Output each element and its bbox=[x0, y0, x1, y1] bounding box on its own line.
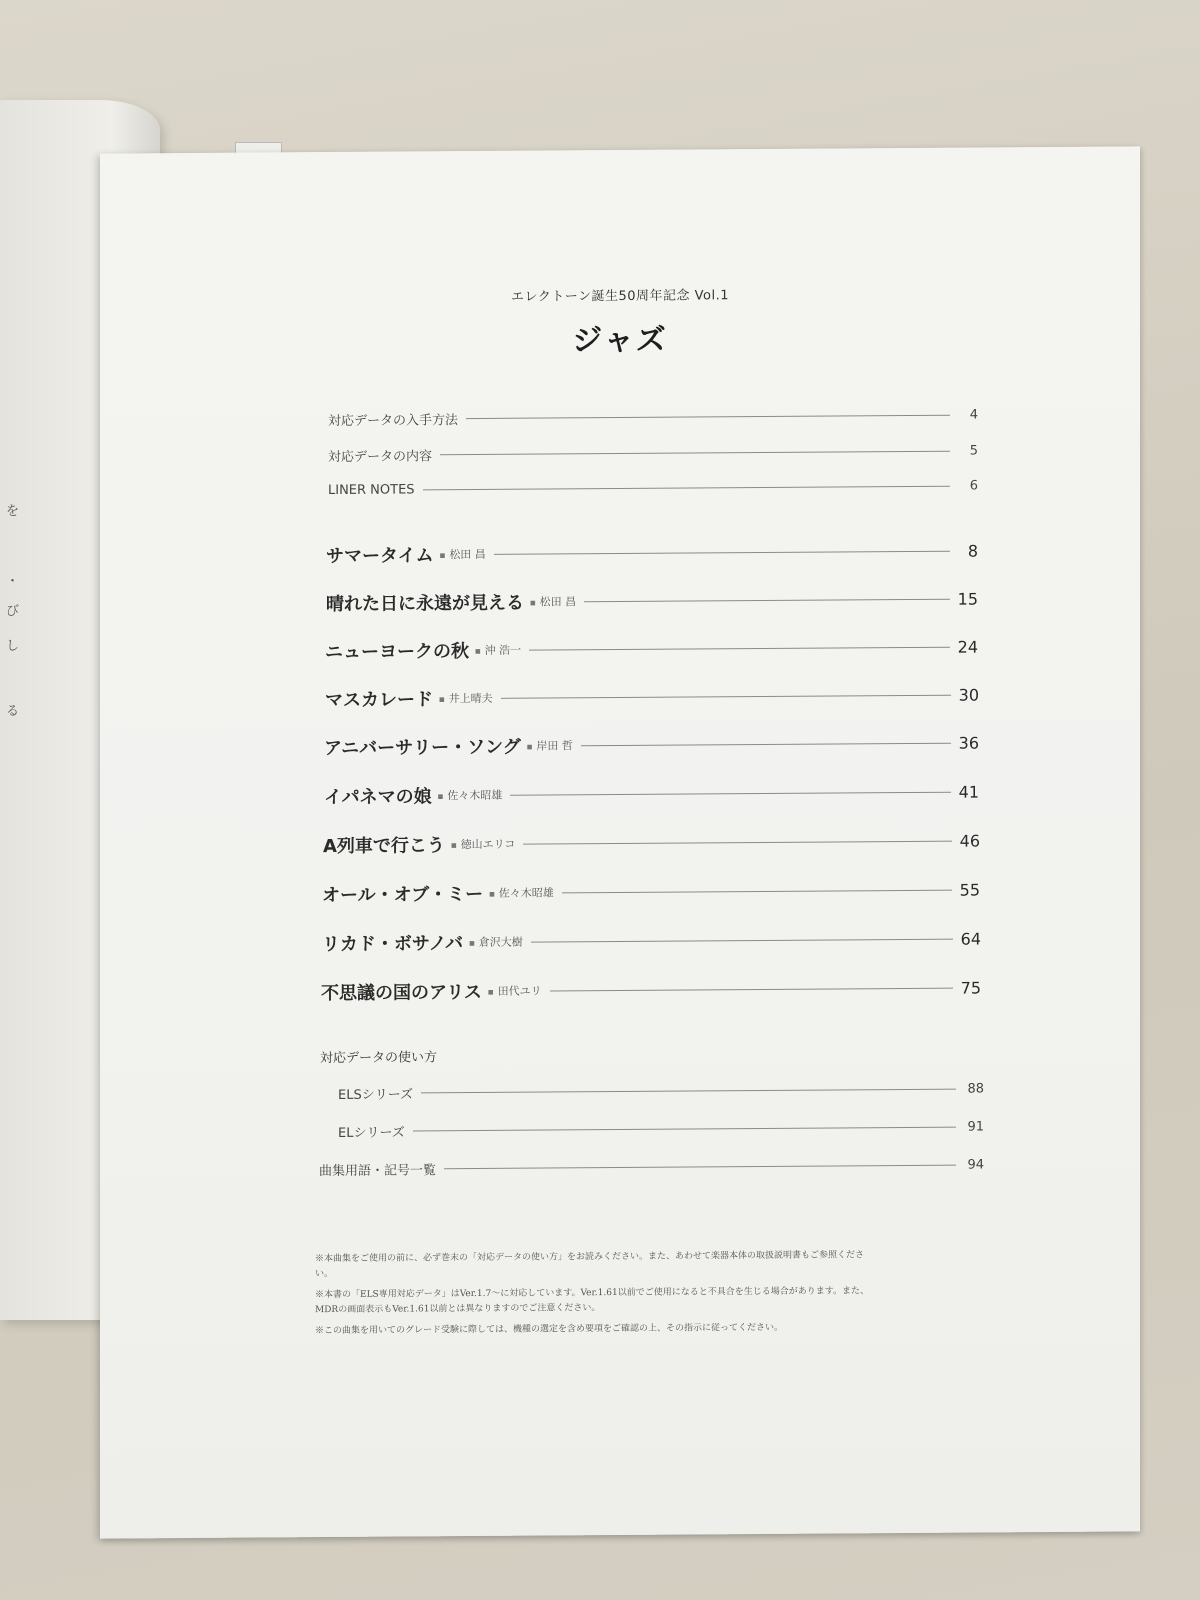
footnote: ※本曲集をご使用の前に、必ず巻末の「対応データの使い方」をお読みください。また、あわせて楽器本体の取扱説明書もご参照ください。 bbox=[315, 1250, 865, 1280]
leader-line bbox=[494, 550, 950, 554]
toc-page-number: 15 bbox=[957, 589, 978, 609]
toc-entry-glossary bbox=[319, 1155, 984, 1179]
leader-line bbox=[501, 694, 951, 698]
left-page-text: し bbox=[6, 639, 20, 654]
toc-entry-song bbox=[321, 974, 981, 1005]
toc-page-number: 88 bbox=[967, 1081, 984, 1097]
page-title: ジャズ bbox=[572, 322, 668, 359]
contents-page bbox=[100, 146, 1140, 1538]
toc-entry-label: ELSシリーズ bbox=[338, 1087, 414, 1103]
song-title: アニバーサリー・ソング bbox=[324, 736, 521, 760]
toc-entry-song bbox=[326, 538, 978, 569]
footnote: ※本書の「ELS専用対応データ」はVer.1.7〜に対応しています。Ver.1.61以前でご使用になると不具合を生じる場合があります。また、MDRの画面表示もVer.1.61以前とは異なりますのでご注意ください。 bbox=[315, 1286, 869, 1316]
leader-line bbox=[423, 486, 950, 491]
toc-entry-song bbox=[325, 634, 978, 665]
footnotes bbox=[315, 1248, 875, 1345]
toc-entry-song bbox=[326, 586, 978, 617]
usage-section-heading: 対応データの使い方 bbox=[320, 1050, 438, 1067]
leader-line bbox=[529, 646, 949, 650]
footnote: ※この曲集を用いてのグレード受験に際しては、機種の選定を含め要項をご確認の上、その指示に従ってください。 bbox=[315, 1322, 784, 1337]
toc-entry-label: 曲集用語・記号一覧 bbox=[319, 1163, 437, 1180]
song-title: A列車で行こう bbox=[323, 835, 445, 858]
leader-line bbox=[440, 451, 950, 456]
toc-page-number: 36 bbox=[958, 732, 979, 753]
song-arranger: ■ 佐々木昭雄 bbox=[489, 884, 554, 900]
toc-entry-label: 対応データの内容 bbox=[328, 449, 433, 466]
toc-page-number: 8 bbox=[967, 541, 978, 561]
left-page-text: び bbox=[6, 604, 20, 619]
leader-line bbox=[581, 742, 951, 746]
song-title: サマータイム bbox=[326, 545, 434, 568]
leader-line bbox=[510, 791, 950, 795]
toc-page-number: 55 bbox=[959, 879, 980, 900]
toc-page-number: 30 bbox=[958, 684, 979, 705]
song-arranger: ■ 倉沢大樹 bbox=[469, 934, 523, 950]
left-page-text: を bbox=[6, 504, 20, 519]
song-arranger: ■ 松田 昌 bbox=[440, 546, 486, 562]
toc-entry-usage bbox=[338, 1117, 984, 1141]
toc-entry-song bbox=[323, 827, 980, 858]
song-title: リカド・ボサノバ bbox=[322, 933, 464, 956]
song-title: ニューヨークの秋 bbox=[325, 641, 469, 664]
leader-line bbox=[421, 1089, 956, 1094]
toc-page-number: 41 bbox=[958, 781, 979, 802]
song-arranger: ■ 田代ユリ bbox=[488, 983, 542, 999]
toc-entry-intro bbox=[328, 406, 978, 430]
song-arranger: ■ 井上晴夫 bbox=[439, 690, 493, 706]
toc-page-number: 75 bbox=[960, 977, 981, 998]
toc-entry-song bbox=[322, 876, 980, 907]
leader-line bbox=[523, 840, 951, 844]
left-page-text: ・ bbox=[6, 574, 20, 589]
song-title: 不思議の国のアリス bbox=[321, 981, 482, 1005]
toc-entry-song bbox=[325, 681, 979, 712]
toc-page-number: 91 bbox=[967, 1119, 984, 1135]
song-title: イパネマの娘 bbox=[324, 786, 432, 809]
leader-line bbox=[562, 889, 952, 893]
toc-page-number: 46 bbox=[959, 830, 980, 851]
toc-page-number: 6 bbox=[969, 478, 978, 494]
toc-entry-song bbox=[324, 778, 979, 809]
toc-entry-label: 対応データの入手方法 bbox=[328, 413, 459, 430]
song-arranger: ■ 徳山エリコ bbox=[451, 836, 515, 852]
song-title: マスカレード bbox=[325, 689, 433, 712]
leader-line bbox=[444, 1165, 956, 1170]
leader-line bbox=[584, 598, 949, 602]
toc-entry-label: ELシリーズ bbox=[338, 1125, 405, 1141]
song-title: オール・オブ・ミー bbox=[322, 883, 484, 907]
toc-entry-song bbox=[324, 729, 979, 760]
song-arranger: ■ 松田 昌 bbox=[530, 593, 576, 609]
song-title: 晴れた日に永遠が見える bbox=[326, 592, 524, 616]
toc-entry-song bbox=[322, 925, 981, 956]
leader-line bbox=[466, 415, 950, 419]
left-page-text: る bbox=[6, 704, 20, 719]
toc-entry-label: LINER NOTES bbox=[328, 482, 415, 499]
song-arranger: ■ 沖 浩一 bbox=[475, 642, 521, 658]
book-series-subtitle: エレクトーン誕生50周年記念 Vol.1 bbox=[510, 288, 729, 305]
toc-page-number: 24 bbox=[957, 637, 978, 657]
toc-page-number: 64 bbox=[960, 928, 981, 949]
toc-entry-intro bbox=[328, 479, 978, 499]
toc-page-number: 4 bbox=[969, 407, 978, 423]
leader-line bbox=[531, 938, 953, 942]
toc-entry-usage bbox=[338, 1079, 984, 1103]
toc-entry-intro bbox=[328, 442, 978, 466]
toc-page-number: 5 bbox=[969, 443, 978, 459]
song-arranger: ■ 岸田 哲 bbox=[527, 737, 573, 753]
toc-page-number: 94 bbox=[967, 1157, 984, 1173]
song-arranger: ■ 佐々木昭雄 bbox=[438, 787, 503, 803]
leader-line bbox=[550, 987, 953, 991]
leader-line bbox=[413, 1127, 956, 1132]
